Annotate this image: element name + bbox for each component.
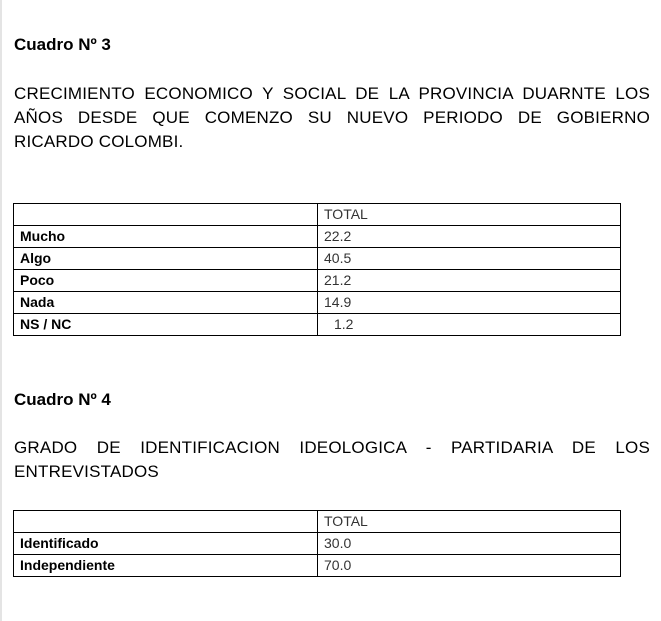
- row-label: NS / NC: [14, 314, 318, 336]
- cuadro-3-description: CRECIMIENTO ECONOMICO Y SOCIAL DE LA PROVINCIA DUARNTE LOS AÑOS DESDE QUE COMENZO SU NUEVO PERIODO DE GOBIERNO RICARDO COLOMBI.: [14, 84, 650, 151]
- row-label: Nada: [14, 292, 318, 314]
- cuadro-3-title: Cuadro Nº 3: [14, 35, 111, 54]
- cuadro-4-description: GRADO DE IDENTIFICACION IDEOLOGICA - PARTIDARIA DE LOS ENTREVISTADOS: [14, 438, 650, 481]
- table-row: [14, 270, 621, 292]
- row-value: 30.0: [318, 533, 621, 555]
- table-row: [14, 314, 621, 336]
- table-row: [14, 555, 621, 577]
- table-row: [14, 533, 621, 555]
- table-row: [14, 292, 621, 314]
- table-header-blank-cell: [14, 204, 318, 226]
- table-header-total: TOTAL: [318, 204, 621, 226]
- row-value: 14.9: [318, 292, 621, 314]
- row-value: 21.2: [318, 270, 621, 292]
- row-label: Identificado: [14, 533, 318, 555]
- table-header-row: [14, 511, 621, 533]
- table-row: [14, 248, 621, 270]
- row-value: 70.0: [318, 555, 621, 577]
- row-value: 40.5: [318, 248, 621, 270]
- table-row: [14, 226, 621, 248]
- cuadro-4-title: Cuadro Nº 4: [14, 390, 111, 409]
- table-header-total: TOTAL: [318, 511, 621, 533]
- table-header-blank-cell: [14, 511, 318, 533]
- row-label: Algo: [14, 248, 318, 270]
- row-label: Independiente: [14, 555, 318, 577]
- row-value: 22.2: [318, 226, 621, 248]
- row-label: Poco: [14, 270, 318, 292]
- cuadro-3-table: [13, 203, 621, 336]
- cuadro-4-table: [13, 510, 621, 577]
- page-left-edge: [0, 0, 2, 621]
- table-header-row: [14, 204, 621, 226]
- row-value: 1.2: [318, 314, 621, 336]
- row-label: Mucho: [14, 226, 318, 248]
